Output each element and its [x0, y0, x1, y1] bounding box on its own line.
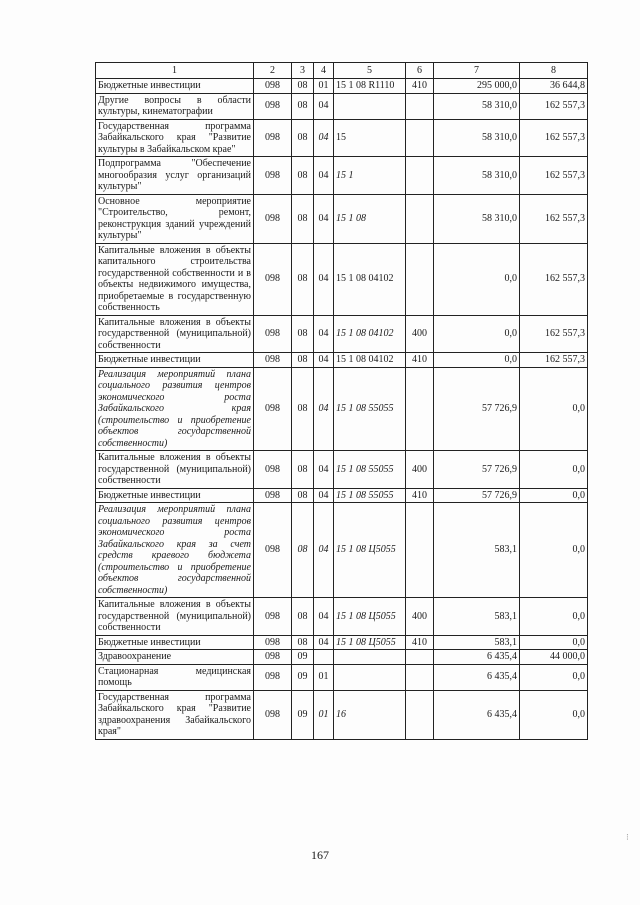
cell-col-8: 0,0	[520, 664, 588, 690]
cell-col-6: 410	[406, 635, 434, 650]
cell-col-4: 01	[314, 664, 334, 690]
table-row	[96, 451, 588, 489]
column-header-2: 2	[254, 63, 292, 79]
cell-col-8: 36 644,8	[520, 79, 588, 94]
table-row	[96, 315, 588, 353]
table-row	[96, 488, 588, 503]
cell-col-6: 410	[406, 79, 434, 94]
cell-col-6	[406, 93, 434, 119]
cell-col-3: 08	[292, 635, 314, 650]
cell-col-3: 08	[292, 119, 314, 157]
table-row	[96, 650, 588, 665]
cell-col-6	[406, 503, 434, 598]
cell-col-5: 15 1	[334, 157, 406, 195]
cell-col-6: 400	[406, 598, 434, 636]
cell-col-4: 04	[314, 315, 334, 353]
budget-table	[95, 62, 588, 740]
cell-col-5: 15	[334, 119, 406, 157]
table-row	[96, 93, 588, 119]
cell-col-2: 098	[254, 194, 292, 243]
cell-col-5: 15 1 08 R1110	[334, 79, 406, 94]
row-name-cell: Бюджетные инвестиции	[96, 488, 254, 503]
cell-col-4: 04	[314, 243, 334, 315]
cell-col-3: 08	[292, 315, 314, 353]
cell-col-5	[334, 93, 406, 119]
row-name-cell: Бюджетные инвестиции	[96, 79, 254, 94]
cell-col-7: 583,1	[434, 598, 520, 636]
cell-col-5: 15 1 08 Ц5055	[334, 635, 406, 650]
cell-col-4: 04	[314, 157, 334, 195]
cell-col-2: 098	[254, 690, 292, 739]
cell-col-7: 58 310,0	[434, 93, 520, 119]
cell-col-8: 162 557,3	[520, 353, 588, 368]
table-row	[96, 690, 588, 739]
page-number: 167	[311, 848, 329, 862]
cell-col-5: 15 1 08 55055	[334, 451, 406, 489]
cell-col-3: 08	[292, 503, 314, 598]
cell-col-8: 162 557,3	[520, 194, 588, 243]
cell-col-2: 098	[254, 664, 292, 690]
cell-col-8: 44 000,0	[520, 650, 588, 665]
cell-col-3: 08	[292, 79, 314, 94]
cell-col-5: 15 1 08 04102	[334, 353, 406, 368]
cell-col-3: 08	[292, 488, 314, 503]
cell-col-2: 098	[254, 367, 292, 451]
cell-col-4: 04	[314, 194, 334, 243]
table-body	[96, 79, 588, 740]
cell-col-6	[406, 157, 434, 195]
scan-artifact: ⁝	[626, 832, 629, 842]
cell-col-3: 09	[292, 650, 314, 665]
cell-col-8: 0,0	[520, 488, 588, 503]
column-header-6: 6	[406, 63, 434, 79]
table-row	[96, 243, 588, 315]
cell-col-4: 04	[314, 635, 334, 650]
cell-col-5	[334, 664, 406, 690]
cell-col-2: 098	[254, 650, 292, 665]
row-name-cell: Другие вопросы в области культуры, кинематографии	[96, 93, 254, 119]
cell-col-8: 0,0	[520, 690, 588, 739]
cell-col-6	[406, 243, 434, 315]
cell-col-3: 08	[292, 243, 314, 315]
cell-col-7: 583,1	[434, 503, 520, 598]
column-header-8: 8	[520, 63, 588, 79]
table-row	[96, 353, 588, 368]
cell-col-3: 09	[292, 690, 314, 739]
cell-col-8: 162 557,3	[520, 93, 588, 119]
cell-col-7: 0,0	[434, 353, 520, 368]
cell-col-4: 04	[314, 451, 334, 489]
cell-col-6	[406, 690, 434, 739]
cell-col-4: 04	[314, 503, 334, 598]
cell-col-5: 15 1 08 55055	[334, 488, 406, 503]
cell-col-2: 098	[254, 315, 292, 353]
column-header-7: 7	[434, 63, 520, 79]
cell-col-6: 410	[406, 488, 434, 503]
table-row	[96, 367, 588, 451]
row-name-cell: Капитальные вложения в объекты государственной (муниципальной) собственности	[96, 598, 254, 636]
table-row	[96, 79, 588, 94]
table-row	[96, 194, 588, 243]
cell-col-2: 098	[254, 157, 292, 195]
cell-col-7: 295 000,0	[434, 79, 520, 94]
cell-col-6	[406, 664, 434, 690]
table-row	[96, 157, 588, 195]
cell-col-2: 098	[254, 503, 292, 598]
cell-col-8: 0,0	[520, 367, 588, 451]
cell-col-8: 0,0	[520, 451, 588, 489]
header-row	[96, 63, 588, 79]
table-row	[96, 119, 588, 157]
cell-col-2: 098	[254, 119, 292, 157]
cell-col-8: 0,0	[520, 635, 588, 650]
cell-col-5: 15 1 08	[334, 194, 406, 243]
row-name-cell: Государственная программа Забайкальского края "Развитие культуры в Забайкальском крае"	[96, 119, 254, 157]
table-row	[96, 635, 588, 650]
row-name-cell: Бюджетные инвестиции	[96, 635, 254, 650]
cell-col-8: 0,0	[520, 598, 588, 636]
cell-col-7: 57 726,9	[434, 488, 520, 503]
row-name-cell: Реализация мероприятий плана социального развития центров экономического роста Забайкальского края за счет средств краевого бюджета (строительство и приобретение объектов государственной собственности)	[96, 503, 254, 598]
table-row	[96, 664, 588, 690]
cell-col-2: 098	[254, 93, 292, 119]
cell-col-4: 01	[314, 79, 334, 94]
cell-col-2: 098	[254, 451, 292, 489]
cell-col-4: 04	[314, 488, 334, 503]
cell-col-7: 583,1	[434, 635, 520, 650]
cell-col-3: 08	[292, 194, 314, 243]
cell-col-8: 162 557,3	[520, 243, 588, 315]
cell-col-4: 04	[314, 367, 334, 451]
row-name-cell: Реализация мероприятий плана социального развития центров экономического роста Забайкальского края (строительство и приобретение объектов государственной собственности)	[96, 367, 254, 451]
cell-col-2: 098	[254, 243, 292, 315]
cell-col-3: 08	[292, 451, 314, 489]
cell-col-2: 098	[254, 635, 292, 650]
cell-col-5: 15 1 08 Ц5055	[334, 598, 406, 636]
cell-col-5	[334, 650, 406, 665]
cell-col-6: 400	[406, 451, 434, 489]
cell-col-7: 57 726,9	[434, 451, 520, 489]
row-name-cell: Подпрограмма "Обеспечение многообразия услуг организаций культуры"	[96, 157, 254, 195]
cell-col-2: 098	[254, 353, 292, 368]
cell-col-4: 01	[314, 690, 334, 739]
cell-col-4: 04	[314, 119, 334, 157]
cell-col-7: 58 310,0	[434, 194, 520, 243]
cell-col-6	[406, 194, 434, 243]
cell-col-3: 08	[292, 367, 314, 451]
cell-col-4: 04	[314, 93, 334, 119]
cell-col-5: 16	[334, 690, 406, 739]
row-name-cell: Государственная программа Забайкальского края "Развитие здравоохранения Забайкальского края"	[96, 690, 254, 739]
cell-col-3: 08	[292, 93, 314, 119]
cell-col-7: 6 435,4	[434, 690, 520, 739]
row-name-cell: Здравоохранение	[96, 650, 254, 665]
table-row	[96, 598, 588, 636]
cell-col-7: 57 726,9	[434, 367, 520, 451]
cell-col-8: 0,0	[520, 503, 588, 598]
table-row	[96, 503, 588, 598]
cell-col-8: 162 557,3	[520, 315, 588, 353]
cell-col-7: 6 435,4	[434, 664, 520, 690]
cell-col-2: 098	[254, 79, 292, 94]
cell-col-5: 15 1 08 Ц5055	[334, 503, 406, 598]
cell-col-4: 04	[314, 598, 334, 636]
cell-col-4: 04	[314, 353, 334, 368]
cell-col-3: 08	[292, 157, 314, 195]
column-header-1: 1	[96, 63, 254, 79]
row-name-cell: Капитальные вложения в объекты капитального строительства государственной собственности и в объекты недвижимого имущества, приобретаемые в государственную собственность	[96, 243, 254, 315]
cell-col-8: 162 557,3	[520, 119, 588, 157]
row-name-cell: Бюджетные инвестиции	[96, 353, 254, 368]
column-header-3: 3	[292, 63, 314, 79]
cell-col-7: 6 435,4	[434, 650, 520, 665]
cell-col-2: 098	[254, 488, 292, 503]
cell-col-6	[406, 367, 434, 451]
cell-col-7: 58 310,0	[434, 157, 520, 195]
cell-col-3: 09	[292, 664, 314, 690]
row-name-cell: Основное мероприятие "Строительство, ремонт, реконструкция зданий учреждений культуры"	[96, 194, 254, 243]
cell-col-7: 0,0	[434, 315, 520, 353]
cell-col-6: 410	[406, 353, 434, 368]
row-name-cell: Капитальные вложения в объекты государственной (муниципальной) собственности	[96, 451, 254, 489]
column-header-5: 5	[334, 63, 406, 79]
cell-col-4	[314, 650, 334, 665]
cell-col-7: 58 310,0	[434, 119, 520, 157]
cell-col-5: 15 1 08 55055	[334, 367, 406, 451]
cell-col-6	[406, 119, 434, 157]
cell-col-5: 15 1 08 04102	[334, 315, 406, 353]
cell-col-6: 400	[406, 315, 434, 353]
row-name-cell: Стационарная медицинская помощь	[96, 664, 254, 690]
cell-col-8: 162 557,3	[520, 157, 588, 195]
column-header-4: 4	[314, 63, 334, 79]
cell-col-3: 08	[292, 353, 314, 368]
cell-col-2: 098	[254, 598, 292, 636]
cell-col-7: 0,0	[434, 243, 520, 315]
cell-col-6	[406, 650, 434, 665]
cell-col-5: 15 1 08 04102	[334, 243, 406, 315]
cell-col-3: 08	[292, 598, 314, 636]
row-name-cell: Капитальные вложения в объекты государственной (муниципальной) собственности	[96, 315, 254, 353]
